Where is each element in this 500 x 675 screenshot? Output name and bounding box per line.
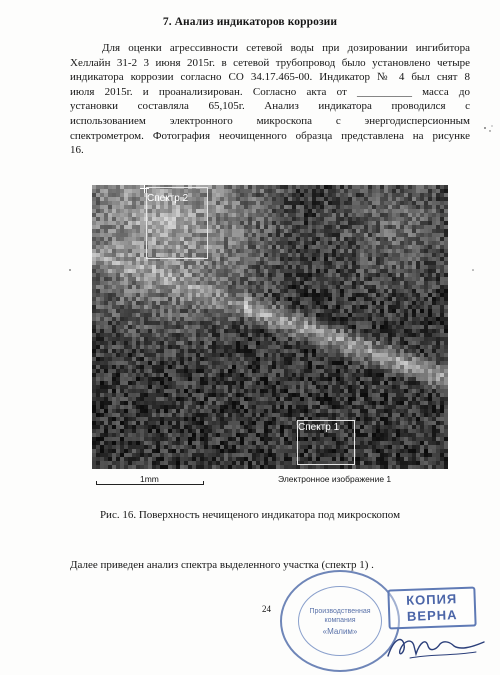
microscope-image bbox=[92, 185, 448, 469]
paragraph-line: использованием электронного микроскопа с энергодисперсионным bbox=[70, 114, 470, 127]
paragraph-line: установки составляла 65,105г. Анализ индикатора проводился с bbox=[70, 100, 470, 113]
paragraph-line: Хеллайн 31-2 3 июня 2015г. в сетевой трубопровод было установлено четыре bbox=[70, 56, 470, 69]
closing-sentence: Далее приведен анализ спектра выделенного участка (спектр 1) . bbox=[70, 559, 374, 571]
paragraph-line: Для оценки агрессивности сетевой воды при дозировании ингибитора bbox=[102, 42, 470, 54]
copy-stamp-line: КОПИЯ bbox=[405, 591, 458, 608]
copy-stamp-line: ВЕРНА bbox=[406, 607, 458, 624]
spectrum-2-label: Спектр 2 bbox=[147, 193, 189, 204]
spectrum-1-label: Спектр 1 bbox=[298, 422, 340, 433]
handwritten-signature bbox=[380, 628, 490, 668]
scale-label: 1mm bbox=[140, 474, 159, 484]
copy-certified-stamp bbox=[387, 586, 476, 629]
body-paragraph bbox=[70, 41, 470, 158]
seal-text-line: Производственная bbox=[309, 608, 371, 615]
scale-bar bbox=[96, 484, 204, 485]
paragraph-line: июля 2015г. и проанализирован. Согласно акта от __________ масса до bbox=[70, 85, 470, 98]
paragraph-line: 16. bbox=[70, 144, 84, 157]
paragraph-line: индикатора коррозии согласно СО 34.17.465-00. Индикатор № 4 был снят 8 bbox=[70, 71, 470, 84]
seal-text-line: компания bbox=[324, 617, 356, 624]
figure-caption: Рис. 16. Поверхность нечищеного индикатора под микроскопом bbox=[99, 509, 401, 521]
page-number: 24 bbox=[262, 604, 271, 614]
spectrum-2-marker bbox=[140, 185, 149, 193]
figure-footer bbox=[92, 472, 448, 488]
image-type-label: Электронное изображение 1 bbox=[278, 474, 392, 484]
section-heading: 7. Анализ индикаторов коррозии bbox=[162, 16, 338, 28]
seal-text-line: «Малим» bbox=[322, 627, 358, 636]
paragraph-line: спектрометром. Фотография неочищенного образца представлена на рисунке bbox=[70, 129, 470, 142]
